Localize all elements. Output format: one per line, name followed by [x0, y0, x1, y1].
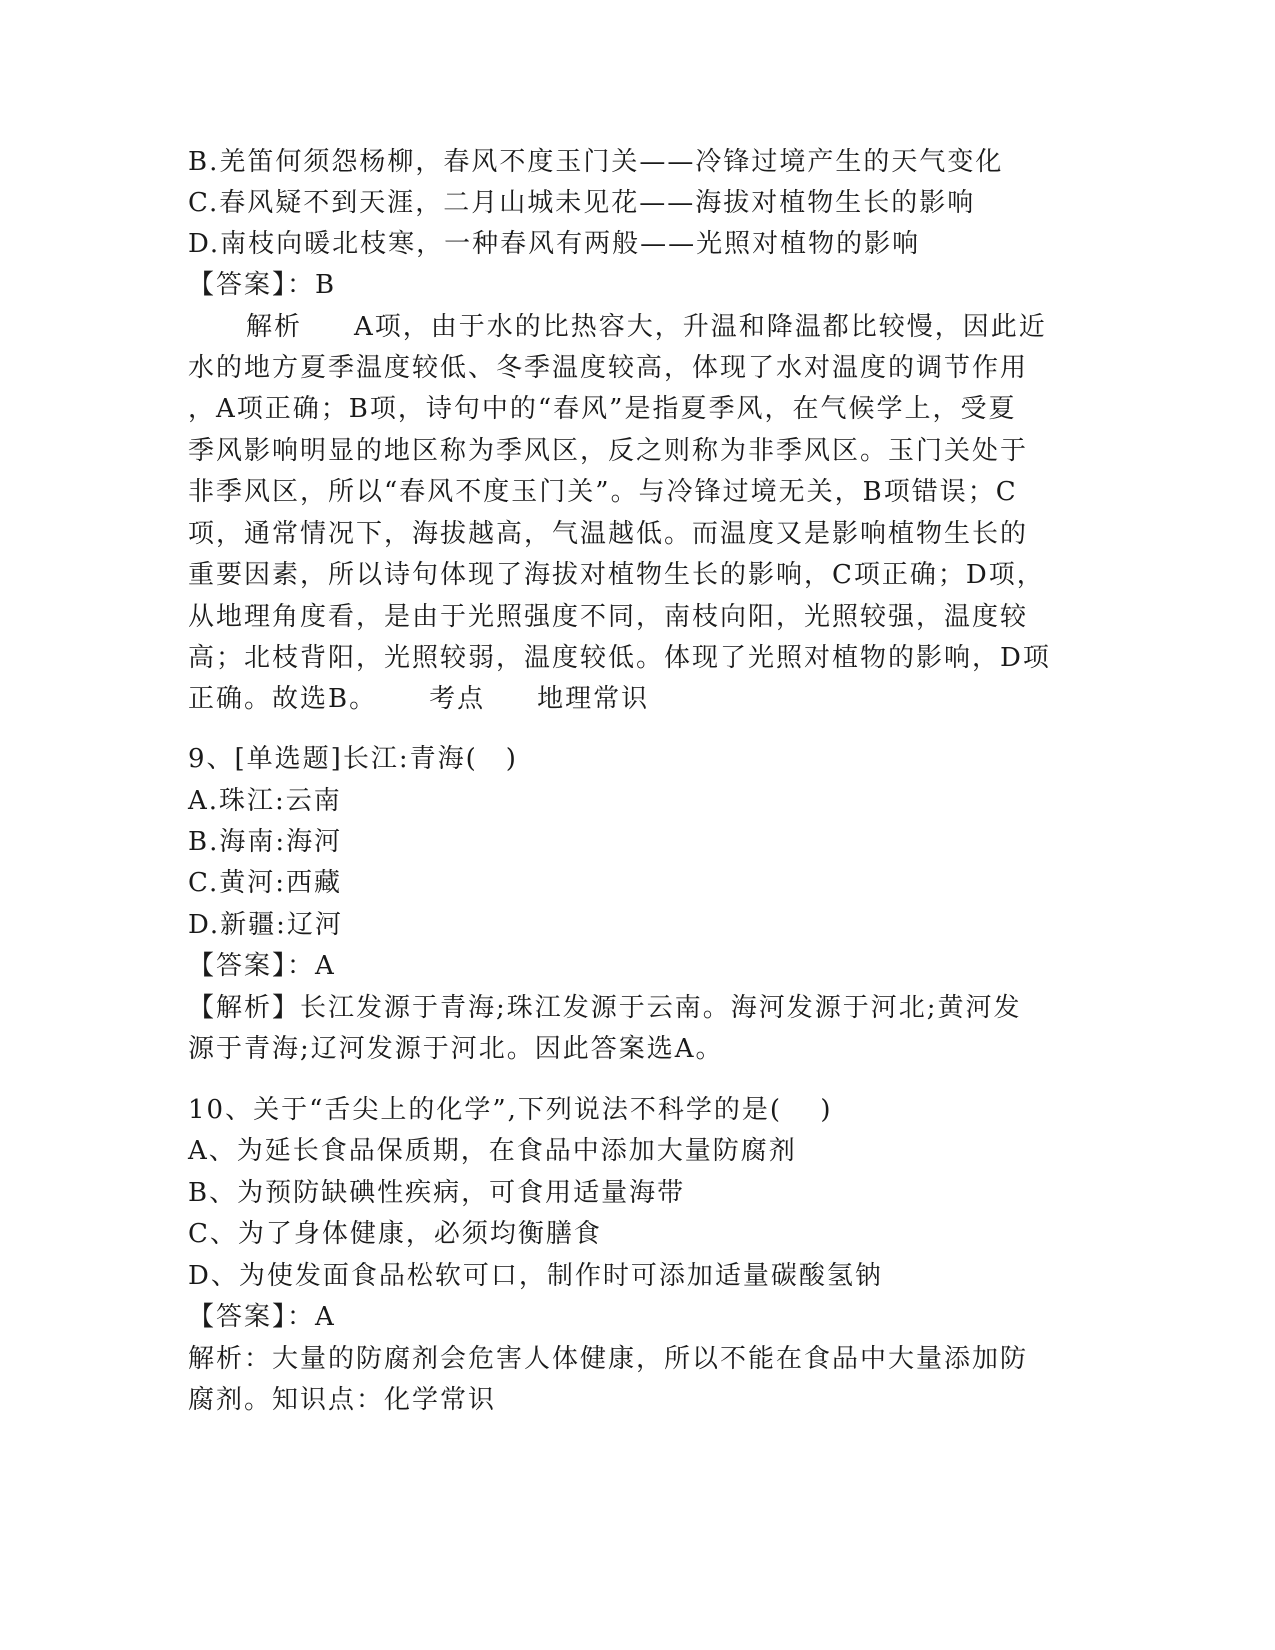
q10-analysis-line-0: 解析：大量的防腐剂会危害人体健康，所以不能在食品中大量添加防 — [188, 1344, 1029, 1374]
q8-option-c: C.春风疑不到天涯，二月山城未见花——海拔对植物生长的影响 — [188, 188, 976, 218]
q8-analysis-line-4: 非季风区，所以“春风不度玉门关”。与冷锋过境无关，B项错误；C — [188, 477, 1018, 507]
q9-option-b: B.海南:海河 — [188, 827, 343, 857]
q8-analysis-last-line — [188, 682, 649, 716]
q8-kaodian-label: 考点 — [429, 684, 486, 714]
q8-option-b: B.羌笛何须怨杨柳，春风不度玉门关——冷锋过境产生的天气变化 — [188, 147, 1004, 177]
q8-analysis-line-6: 重要因素，所以诗句体现了海拔对植物生长的影响，C项正确；D项， — [188, 560, 1045, 590]
q9-option-a: A.珠江:云南 — [188, 786, 342, 816]
q10-option-c: C、为了身体健康，必须均衡膳食 — [188, 1219, 602, 1249]
q10-option-a: A、为延长食品保质期，在食品中添加大量防腐剂 — [188, 1136, 797, 1166]
q8-analysis-line-5: 项，通常情况下，海拔越高，气温越低。而温度又是影响植物生长的 — [188, 519, 1029, 549]
q10-question: 10、关于“舌尖上的化学”,下列说法不科学的是( ) — [188, 1095, 833, 1125]
q8-analysis-line-8: 高；北枝背阳，光照较弱，温度较低。体现了光照对植物的影响，D项 — [188, 643, 1051, 673]
q10-analysis-line-1: 腐剂。知识点：化学常识 — [188, 1385, 497, 1415]
q9-analysis-line-1: 源于青海;辽河发源于河北。因此答案选A。 — [188, 1034, 724, 1064]
q9-option-c: C.黄河:西藏 — [188, 868, 342, 898]
q9-question: 9、[单选题]长江:青海( ) — [188, 744, 518, 774]
q8-option-d: D.南枝向暖北枝寒，一种春风有两般——光照对植物的影响 — [188, 229, 921, 259]
q9-answer: 【答案】：A — [188, 951, 336, 981]
q8-analysis-line-0: A项，由于水的比热容大，升温和降温都比较慢，因此近 — [354, 312, 1047, 342]
q9-option-d: D.新疆:辽河 — [188, 910, 343, 940]
q8-analysis-first-line — [246, 310, 1047, 344]
q8-analysis-conclusion: 正确。故选B。 — [188, 684, 378, 714]
q8-analysis-line-3: 季风影响明显的地区称为季风区，反之则称为非季风区。玉门关处于 — [188, 436, 1029, 466]
q8-analysis-line-1: 水的地方夏季温度较低、冬季温度较高，体现了水对温度的调节作用 — [188, 353, 1029, 383]
q8-answer: 【答案】：B — [188, 270, 337, 300]
q10-option-b: B、为预防缺碘性疾病，可食用适量海带 — [188, 1178, 686, 1208]
q8-analysis-line-2: ，A项正确；B项，诗句中的“春风”是指夏季风，在气候学上，受夏 — [188, 394, 1017, 424]
q8-kaodian-value: 地理常识 — [537, 684, 650, 714]
q8-analysis-label: 解析 — [246, 312, 303, 342]
q8-analysis-line-7: 从地理角度看，是由于光照强度不同，南枝向阳，光照较强，温度较 — [188, 602, 1029, 632]
q10-answer: 【答案】：A — [188, 1302, 336, 1332]
q10-option-d: D、为使发面食品松软可口，制作时可添加适量碳酸氢钠 — [188, 1261, 883, 1291]
q9-analysis-line-0: 【解析】长江发源于青海;珠江发源于云南。海河发源于河北;黄河发 — [188, 993, 1022, 1023]
